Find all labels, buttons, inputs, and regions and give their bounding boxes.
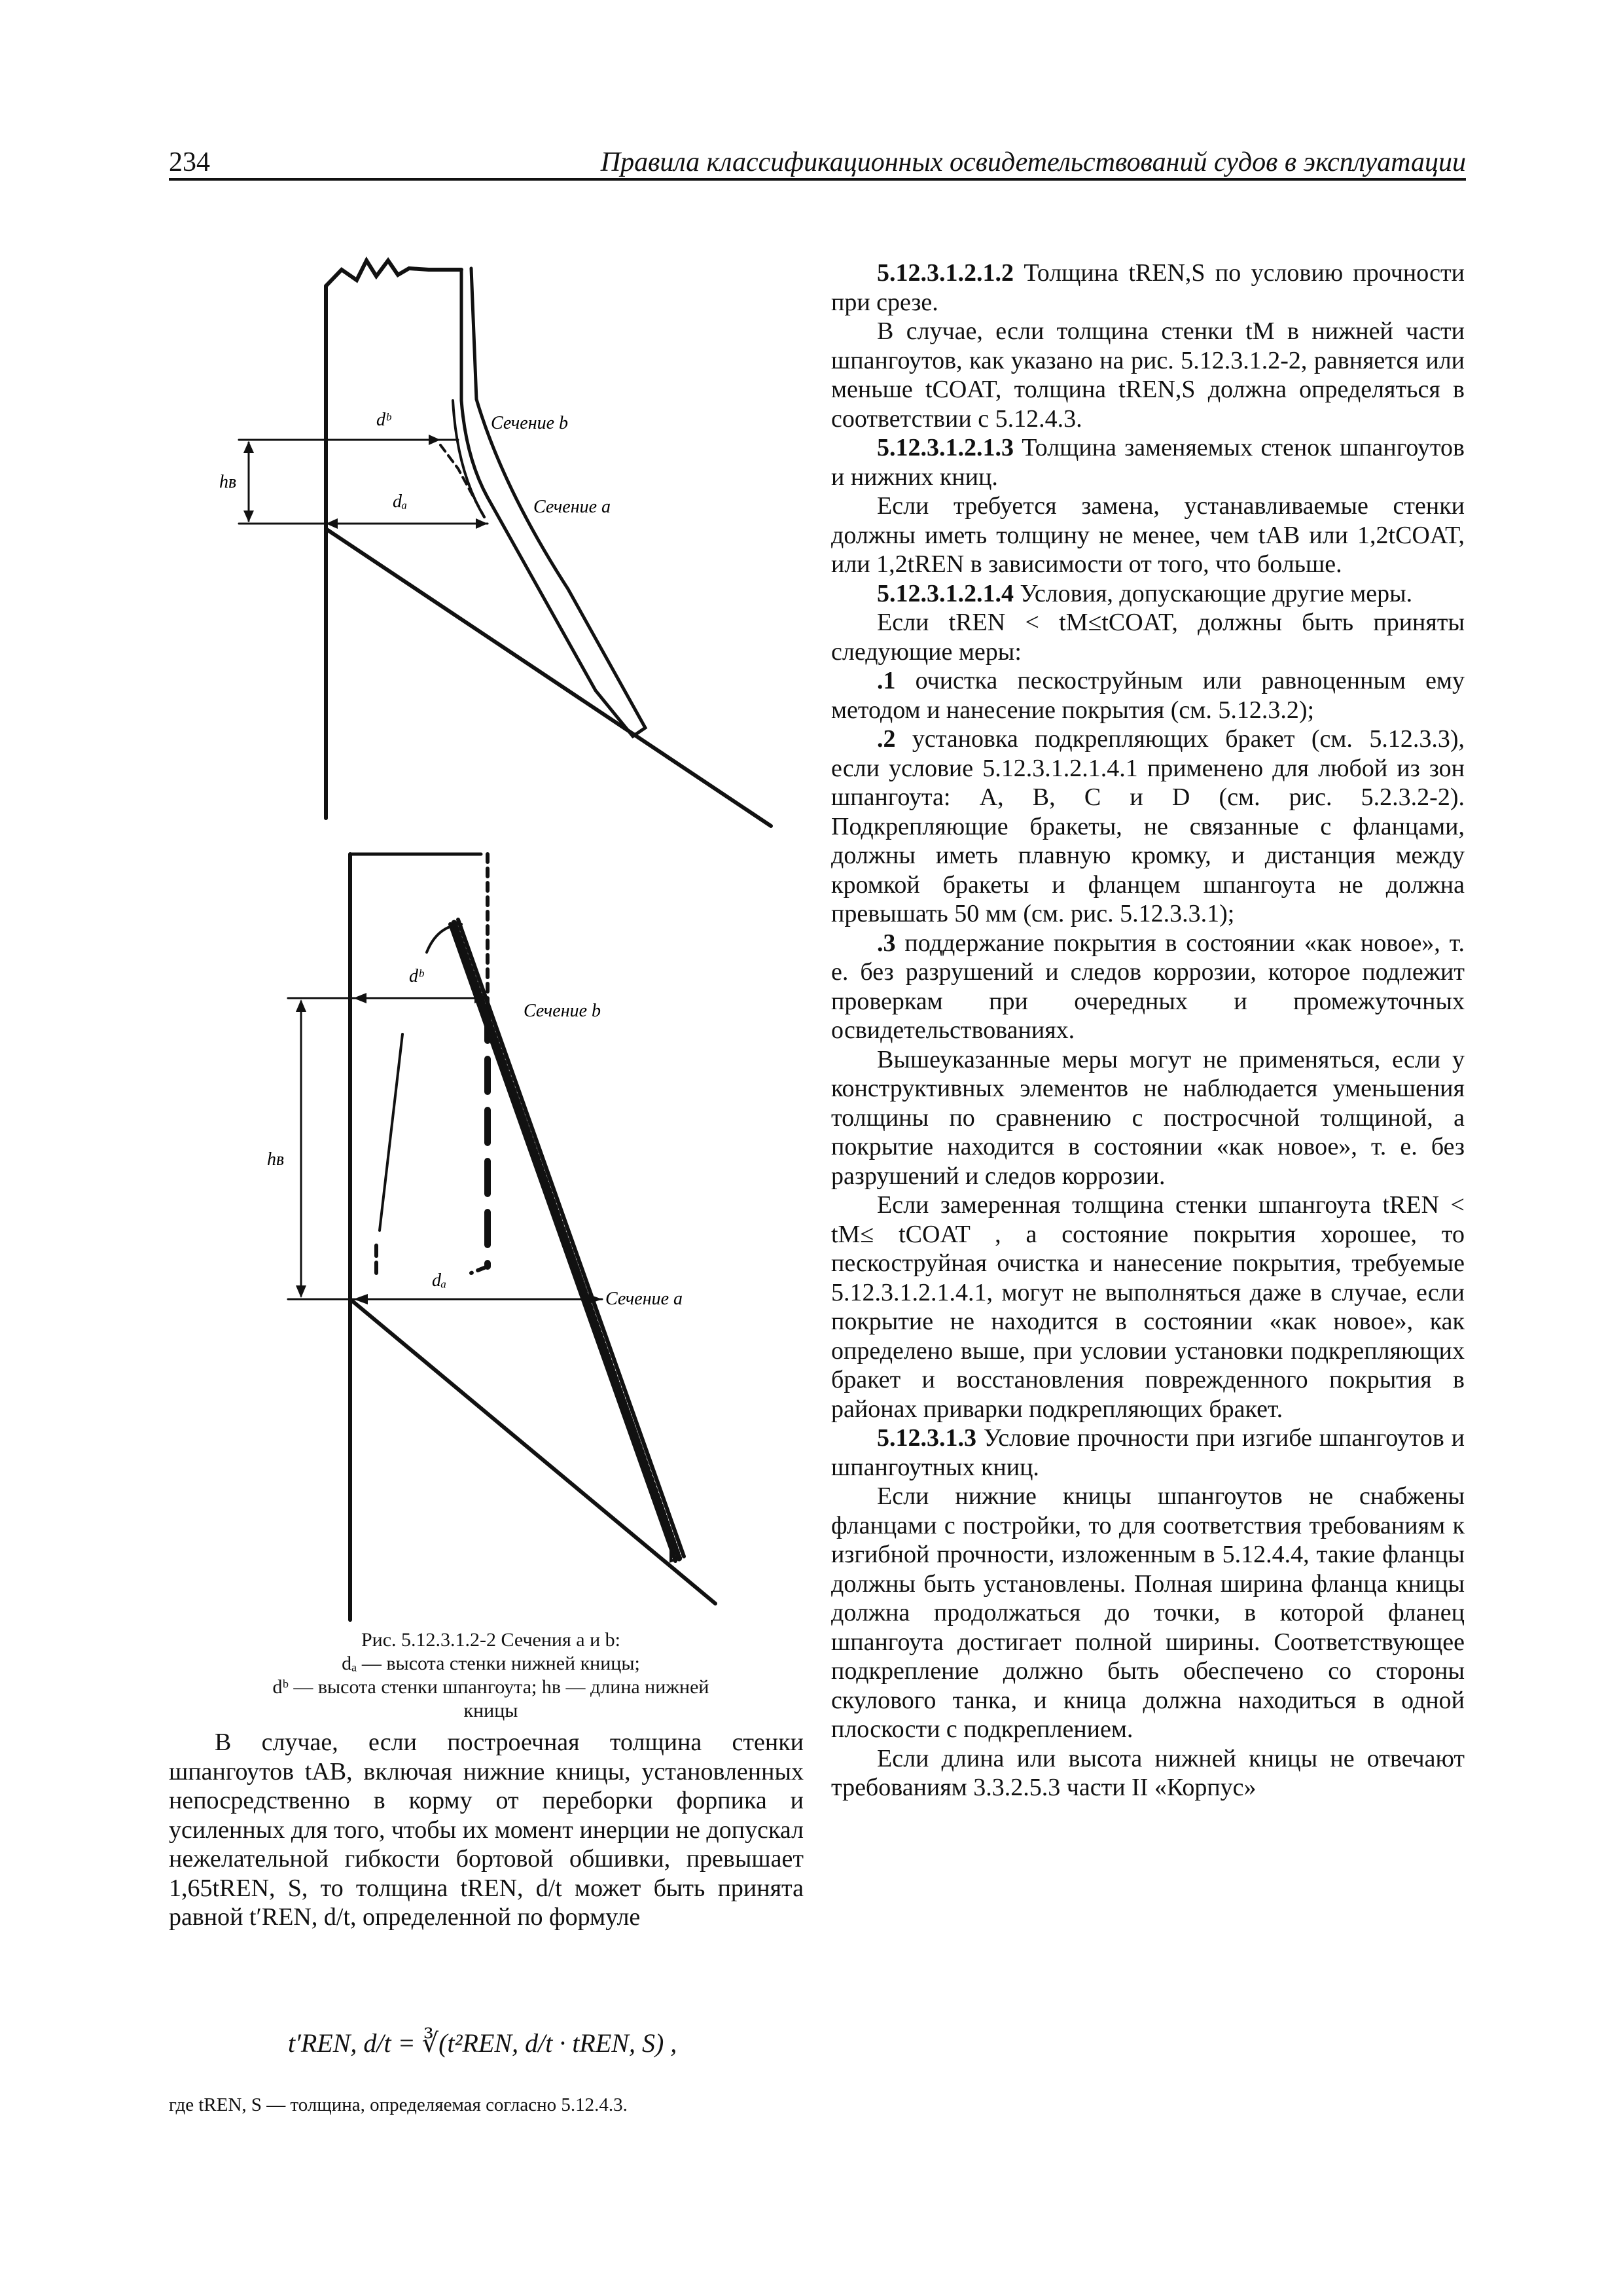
list-item-3 (831, 929, 1465, 1045)
list-text: очистка пескоструйным или равноценным ему методом и нанесение покрытия (см. 5.12.3.2); (831, 667, 1465, 724)
caption-line-2: dₐ — высота стенки нижней кницы; (342, 1653, 640, 1674)
top-label-db: dᵇ (376, 410, 391, 430)
bottom-section-b: Сечение b (524, 1001, 601, 1021)
top-section-b: Сечение b (491, 413, 569, 433)
right-paragraph-4: Вышеуказанные меры могут не применяться, если у конструктивных элементов не наблюдается уменьшения толщины по сравнению с постросчной толщиной, а покрытие находится в состоянии «как новое», т. е. без разрушений и следов коррозии. (831, 1045, 1465, 1190)
section-5-12-3-1-3 (831, 1424, 1465, 1482)
right-paragraph-5: Если замеренная толщина стенки шпангоута tREN < tM≤ tCOAT , а состояние покрытия хорошее, то пескоструйная очистка и нанесение покрытия, требуемые 5.12.3.1.2.1.4.1, могут не выполняться даже в случае, если покрытие не находится в состоянии «как новое», как определено выше, при условии установки подкрепляющих бракет и восстановления поврежденного покрытия в районах приварки подкрепляющих бракет. (831, 1191, 1465, 1423)
list-text: установка подкрепляющих бракет (см. 5.12.3.3), если условие 5.12.3.1.2.1.4.1 применено для любой из зон шпангоута: A, B, C и D (см. рис. 5.2.3.2-2). Подкрепляющие бракеты, не связанные с фланцами, должны иметь плавную кромку, и дистанция между кромкой бракеты и фланцем шпангоута не должна превышать 50 мм (см. рис. 5.12.3.3.1); (831, 725, 1465, 927)
section-number: 5.12.3.1.2.1.2 (877, 259, 1014, 287)
top-section-a: Сечение a (533, 497, 611, 517)
section-number: 5.12.3.1.3 (877, 1424, 976, 1452)
top-flange-inner (453, 401, 484, 517)
top-label-hb: hʙ (219, 472, 237, 492)
right-paragraph-6: Если нижние кницы шпангоутов не снабжены фланцами с постройки, то для соответствия требованиям к изгибной прочности, изложенным в 5.12.4.4, такие фланцы должны быть установлены. Полная ширина фланца кницы должна продолжаться до точки, в которой фланец шпангоута достигает полной ширины. Соответствующее подкрепление должно быть обеспечено со стороны скулового танка, и кница должна находиться в одной плоскости с подкреплением. (831, 1482, 1465, 1743)
right-paragraph-7: Если длина или высота нижней кницы не отвечают требованиям 3.3.2.5.3 части II «Корпус» (831, 1744, 1465, 1801)
formula: t′REN, d/t = ∛(t²REN, d/t · tREN, S) , (288, 2028, 677, 2058)
section-number: 5.12.3.1.2.1.3 (877, 434, 1014, 461)
section-heading: Условия, допускающие другие меры. (1014, 579, 1413, 607)
bottom-wire (380, 1034, 402, 1230)
section-5-12-3-1-2-1-2 (831, 259, 1465, 317)
right-paragraph-3: Если tREN < tM≤tCOAT, должны быть приняты следующие меры: (831, 609, 1465, 666)
top-label-da: dₐ (393, 492, 408, 512)
top-dashed-section (440, 445, 484, 517)
section-heading: Толщина tREN,S по условию прочности при срезе. (831, 259, 1465, 316)
list-item-1 (831, 666, 1465, 725)
section-5-12-3-1-2-1-4 (831, 579, 1465, 609)
figure-sections (164, 249, 818, 1636)
right-column-text (831, 259, 1465, 1803)
bottom-label-db: dᵇ (409, 966, 423, 986)
top-break-line (326, 260, 461, 286)
list-number: .2 (877, 725, 896, 753)
running-header: Правила классификационных освидетельствований судов в эксплуатации (600, 147, 1466, 177)
section-heading: Условие прочности при изгибе шпангоутов и шпангоутных книц. (831, 1424, 1465, 1481)
header-rule (169, 178, 1466, 181)
formula-note: где tREN, S — толщина, определяемая согласно 5.12.4.3. (169, 2094, 628, 2115)
bottom-dashed-bracket (376, 1244, 488, 1273)
left-column-text (169, 1728, 804, 1932)
bottom-label-da: dₐ (432, 1270, 447, 1291)
bottom-bracket-edge (350, 1299, 715, 1604)
list-text: поддержание покрытия в состоянии «как новое», т. е. без разрушений и следов коррозии, которое подлежит проверкам при очередных и промежуточных освидетельствованиях. (831, 929, 1465, 1044)
section-heading: Толщина заменяемых стенок шпангоутов и нижних книц. (831, 434, 1465, 491)
right-paragraph-1: В случае, если толщина стенки tM в нижней части шпангоутов, как указано на рис. 5.12.3.1.2-2, равняется или меньше tCOAT, толщина tREN,S должна определяться в соответствии с 5.12.4.3. (831, 317, 1465, 433)
page-number: 234 (169, 147, 210, 177)
list-number: .1 (877, 667, 896, 694)
left-paragraph-1: В случае, если построечная толщина стенки шпангоутов tAB, включая нижние кницы, установленных непосредственно в корму от переборки форпика и усиленных для того, чтобы их момент инерции не допускал нежелательной гибкости бортовой обшивки, превышает 1,65tREN, S, то толщина tREN, d/t может быть принята равной t′REN, d/t, определенной по формуле (169, 1729, 804, 1931)
list-number: .3 (877, 929, 896, 957)
top-bracket-edge (326, 529, 771, 826)
list-item-2 (831, 725, 1465, 929)
figure-caption (262, 1628, 720, 1723)
section-number: 5.12.3.1.2.1.4 (877, 579, 1014, 607)
right-paragraph-2: Если требуется замена, устанавливаемые стенки должны иметь толщину не менее, чем tAB или 1,2tCOAT, или 1,2tREN в зависимости от того, что больше. (831, 492, 1465, 578)
section-5-12-3-1-2-1-3 (831, 433, 1465, 492)
bottom-section-a: Сечение a (605, 1289, 683, 1309)
bottom-label-hb: hʙ (267, 1149, 285, 1170)
caption-line-3: dᵇ — высота стенки шпангоута; hʙ — длина нижней кницы (272, 1676, 709, 1721)
caption-line-1: Рис. 5.12.3.1.2-2 Сечения a и b: (361, 1629, 620, 1651)
